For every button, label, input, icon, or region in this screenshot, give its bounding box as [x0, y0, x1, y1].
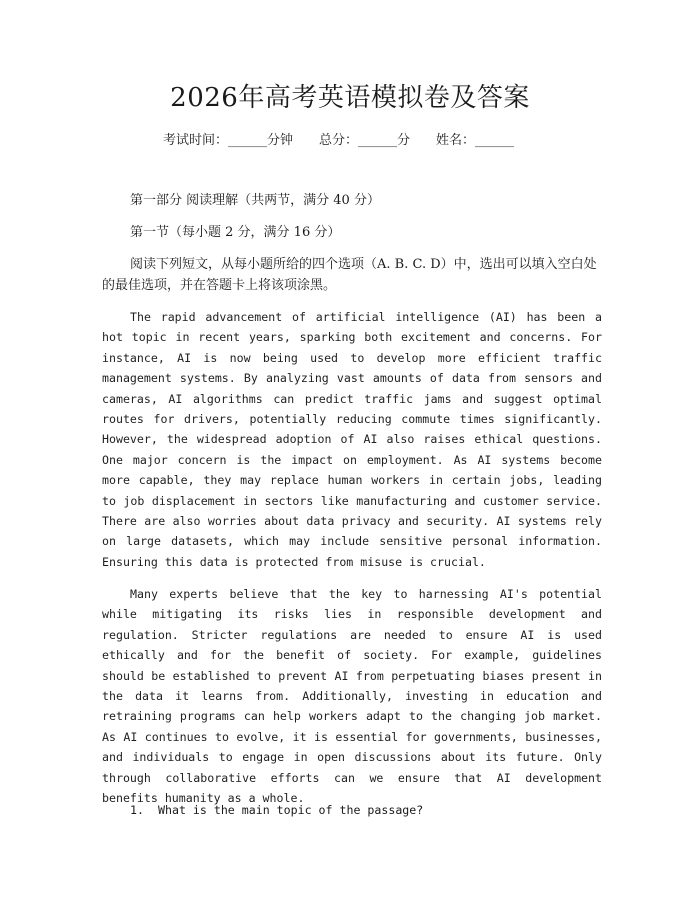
- name-field: 姓名：______: [436, 133, 515, 148]
- instructions: 阅读下列短文，从每小题所给的四个选项（A. B. C. D）中，选出可以填入空白处的最佳选项，并在答题卡上将该项涂黑。: [102, 257, 597, 293]
- exam-meta: [163, 131, 514, 151]
- question-item: [130, 800, 423, 820]
- page-title: 2026年高考英语模拟卷及答案: [170, 83, 530, 113]
- section-title: 第一部分 阅读理解（共两节，满分 40 分）: [130, 193, 380, 208]
- question-number: 1.: [130, 803, 144, 817]
- passage-paragraph-2: Many experts believe that the key to harnessing AI's potential while mitigating its risks lies in responsible development and regulation. Stricter regulations are needed to ensure AI is used ethically and for the benefit of society. For example, guidelines should be established to prevent AI from perpetuating biases present in the data it learns from. Additionally, investing in education and retraining programs can help workers adapt to the changing job market. As AI continues to evolve, it is essential for governments, businesses, and individuals to engage in open discussions about its future. Only through collaborative efforts can we ensure that AI development benefits humanity as a whole.: [102, 587, 602, 806]
- question-text: What is the main topic of the passage?: [158, 803, 424, 817]
- section-part-title: 第一节（每小题 2 分，满分 16 分）: [130, 225, 341, 240]
- exam-time-field: 考试时间：______分钟: [163, 133, 294, 148]
- passage-paragraph-1: The rapid advancement of artificial intelligence (AI) has been a hot topic in recent years, sparking both excitement and concerns. For instance, AI is now being used to develop more efficient traffic management systems. By analyzing vast amounts of data from sensors and cameras, AI algorithms can predict traffic jams and suggest optimal routes for drivers, potentially reducing commute times significantly. However, the widespread adoption of AI also raises ethical questions. One major concern is the impact on employment. As AI systems become more capable, they may replace human workers in certain jobs, leading to job displacement in sectors like manufacturing and customer service. There are also worries about data privacy and security. AI systems rely on large datasets, which may include sensitive personal information. Ensuring this data is protected from misuse is crucial.: [102, 310, 602, 569]
- total-score-field: 总分：______分: [319, 133, 411, 148]
